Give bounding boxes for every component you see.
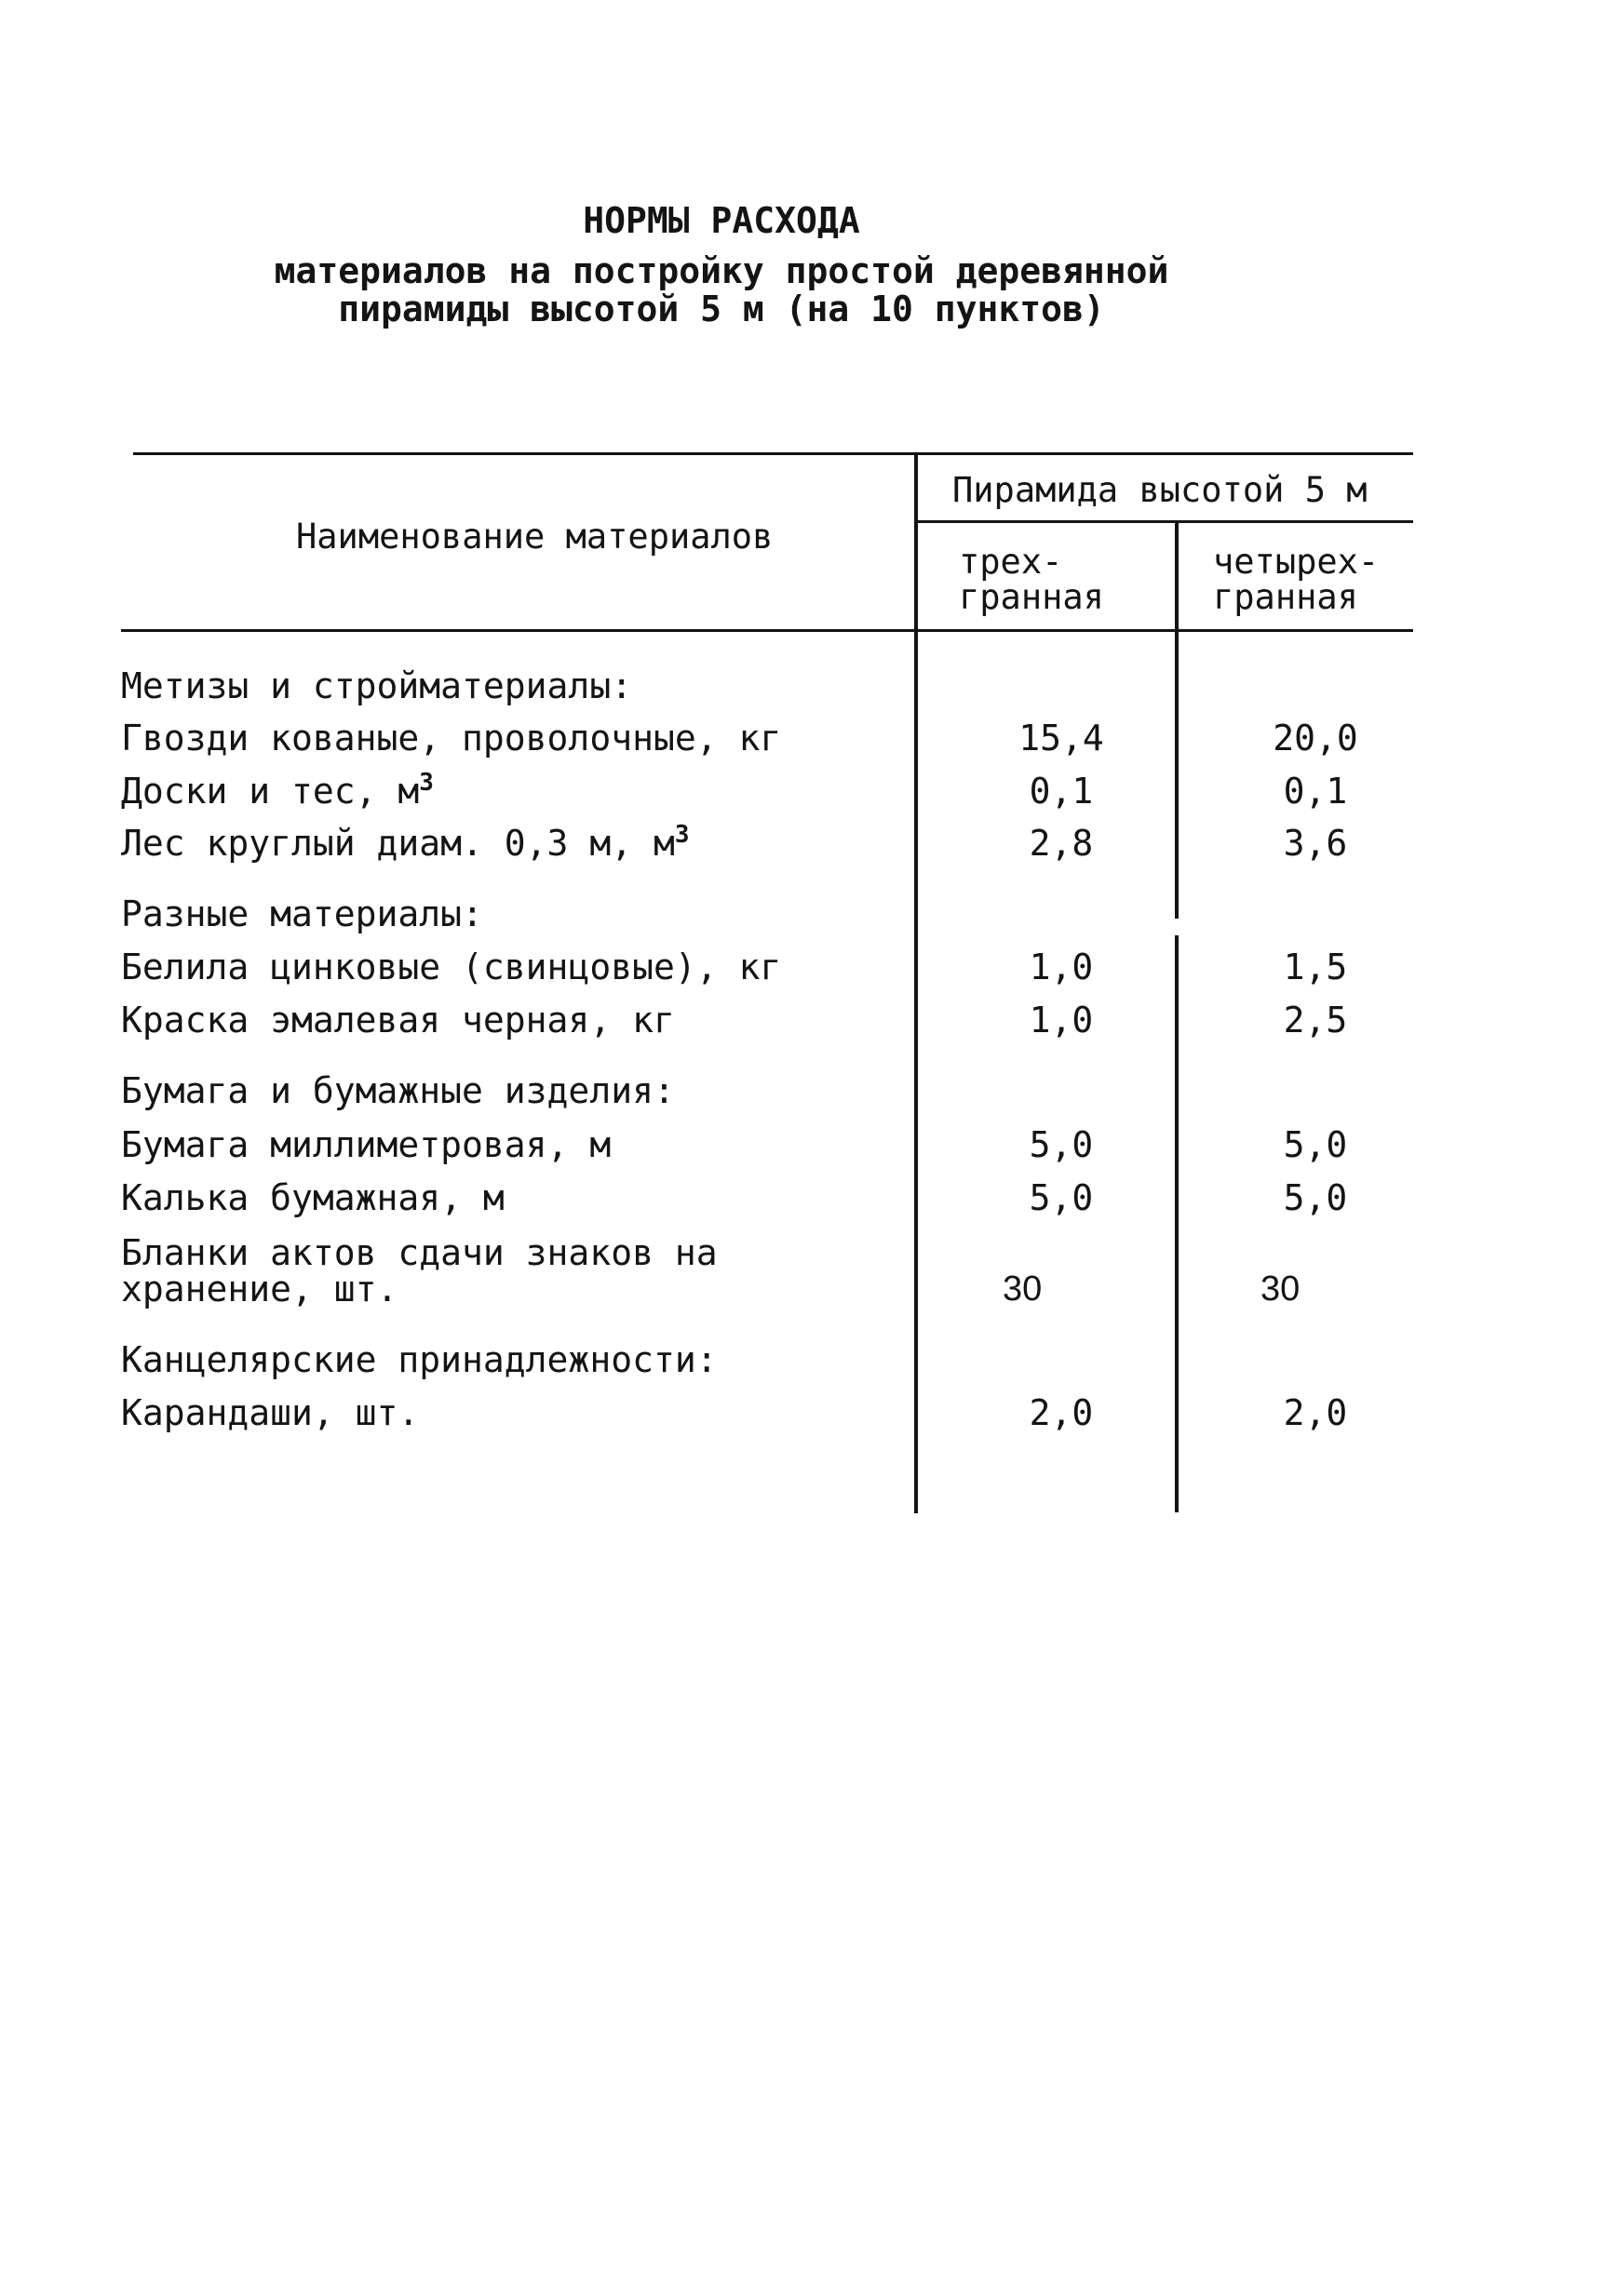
table-top-rule — [133, 452, 1413, 455]
row-boards-value-tetrahedral: 0,1 — [1283, 771, 1348, 812]
row-whitewash-value-tetrahedral: 1,5 — [1283, 947, 1348, 987]
category-misc-materials: Разные материалы: — [121, 893, 483, 934]
header-col2-line1: четырех- — [1213, 542, 1380, 582]
row-pencils-value-trihedral: 2,0 — [1029, 1392, 1094, 1433]
row-paint-value-trihedral: 1,0 — [1029, 1000, 1094, 1041]
header-col1-line1: трех- — [959, 542, 1063, 582]
row-tracing-paper-value-trihedral: 5,0 — [1029, 1177, 1094, 1218]
header-pyramid-height: Пирамида высотой 5 м — [952, 470, 1368, 510]
row-roundwood-value-tetrahedral: 3,6 — [1283, 823, 1348, 864]
row-paint-value-tetrahedral: 2,5 — [1283, 1000, 1348, 1041]
row-forms-value-trihedral: 30 — [1003, 1269, 1043, 1309]
row-graph-paper-name: Бумага миллиметровая, м — [121, 1124, 612, 1165]
row-nails-name: Гвозди кованые, проволочные, кг — [121, 718, 782, 759]
group-header-rule — [917, 520, 1413, 523]
row-graph-paper-value-trihedral: 5,0 — [1029, 1124, 1094, 1165]
document-subtitle-line2: пирамиды высотой 5 м (на 10 пунктов) — [338, 289, 1105, 329]
document-subtitle-line1: материалов на постройку простой деревянной — [274, 250, 1169, 291]
row-pencils-value-tetrahedral: 2,0 — [1283, 1392, 1348, 1433]
header-material-name: Наименование материалов — [296, 517, 774, 557]
row-nails-value-tetrahedral: 20,0 — [1273, 718, 1358, 759]
row-boards-value-trihedral: 0,1 — [1029, 771, 1094, 812]
row-paint-name: Краска эмалевая черная, кг — [121, 1000, 675, 1041]
document-title: НОРМЫ РАСХОДА — [583, 200, 860, 241]
row-roundwood-value-trihedral: 2,8 — [1029, 823, 1094, 864]
row-nails-value-trihedral: 15,4 — [1018, 718, 1104, 759]
row-whitewash-name: Белила цинковые (свинцовые), кг — [121, 947, 782, 987]
column-divider-2 — [1175, 520, 1179, 919]
header-bottom-rule — [121, 629, 1413, 632]
category-stationery: Канцелярские принадлежности: — [121, 1339, 718, 1380]
row-roundwood-name: Лес круглый диам. 0,3 м, $м^3$ — [121, 821, 690, 864]
row-boards-name: Доски и тес, $м^3$ — [121, 769, 434, 812]
row-whitewash-value-trihedral: 1,0 — [1029, 947, 1094, 987]
row-forms-name-line2: хранение, шт. — [121, 1269, 398, 1309]
column-divider-1 — [914, 452, 918, 1513]
header-col1-line2: гранная — [959, 577, 1104, 617]
row-pencils-name: Карандаши, шт. — [121, 1392, 420, 1433]
header-col2-line2: гранная — [1213, 577, 1358, 617]
row-graph-paper-value-tetrahedral: 5,0 — [1283, 1124, 1348, 1165]
category-hardware: Метизы и стройматериалы: — [121, 665, 633, 706]
column-divider-2-lower — [1175, 935, 1179, 1512]
row-forms-value-tetrahedral: 30 — [1260, 1269, 1301, 1309]
row-tracing-paper-value-tetrahedral: 5,0 — [1283, 1177, 1348, 1218]
row-tracing-paper-name: Калька бумажная, м — [121, 1177, 505, 1218]
row-forms-name-line1: Бланки актов сдачи знаков на — [121, 1232, 718, 1273]
category-paper-products: Бумага и бумажные изделия: — [121, 1070, 675, 1111]
